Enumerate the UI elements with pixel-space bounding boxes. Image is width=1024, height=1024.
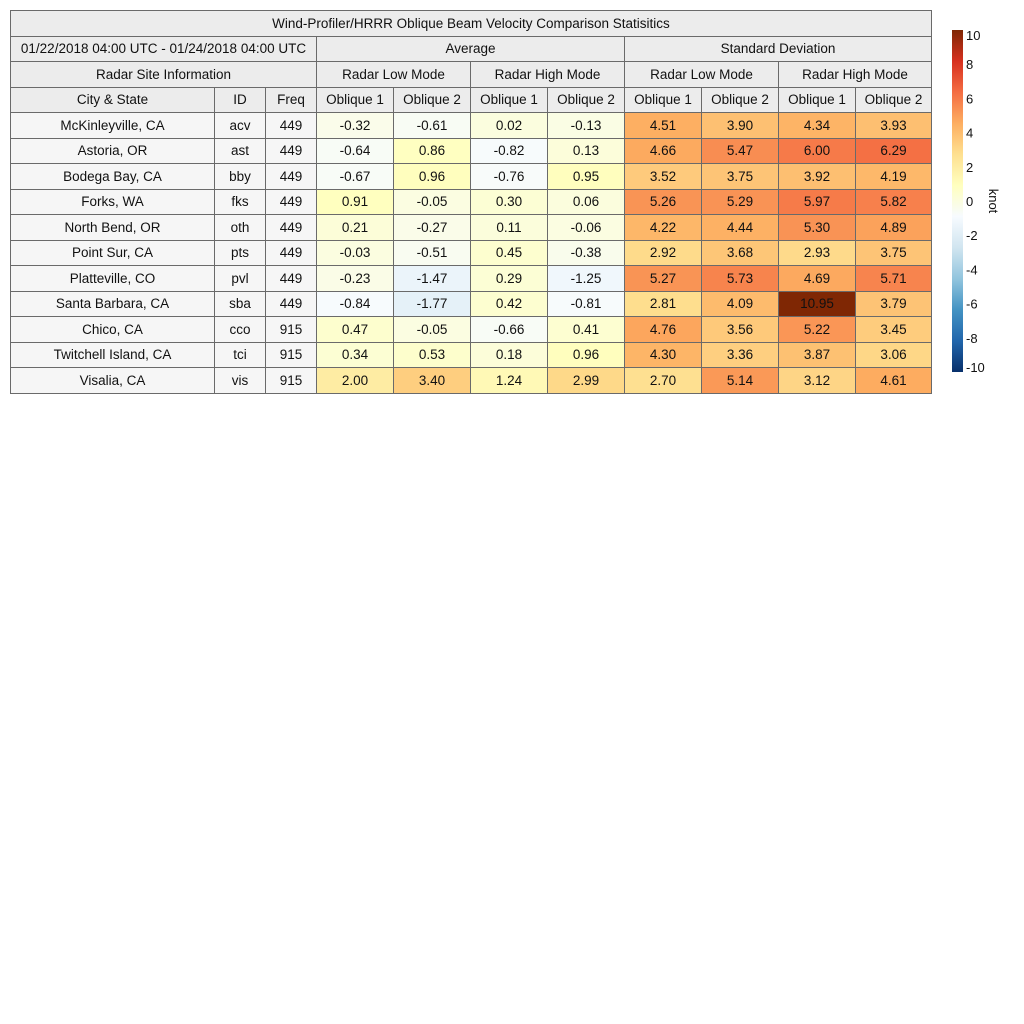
value-cell: 0.41 xyxy=(548,317,625,343)
value-cell: 10.95 xyxy=(779,291,856,317)
city-cell: Santa Barbara, CA xyxy=(11,291,215,317)
table-row xyxy=(11,342,932,368)
table-row xyxy=(11,215,932,241)
colorbar-tick-label: 8 xyxy=(966,57,974,73)
value-cell: 3.12 xyxy=(779,368,856,394)
value-cell: 4.44 xyxy=(702,215,779,241)
value-cell: 5.26 xyxy=(625,189,702,215)
std-high-mode-header: Radar High Mode xyxy=(779,62,932,88)
statistics-table xyxy=(10,10,932,394)
colorbar-tick-label: -6 xyxy=(966,296,978,312)
value-cell: 0.30 xyxy=(471,189,548,215)
group-header-row xyxy=(11,36,932,62)
value-cell: 4.69 xyxy=(779,266,856,292)
value-cell: 0.45 xyxy=(471,240,548,266)
freq-cell: 915 xyxy=(266,342,317,368)
freq-cell: 449 xyxy=(266,113,317,139)
value-cell: 3.56 xyxy=(702,317,779,343)
value-cell: -0.03 xyxy=(317,240,394,266)
value-cell: 3.68 xyxy=(702,240,779,266)
value-cell: -0.06 xyxy=(548,215,625,241)
colorbar-tick-label: 6 xyxy=(966,91,974,107)
value-cell: 0.96 xyxy=(394,164,471,190)
table-row xyxy=(11,164,932,190)
value-cell: 3.87 xyxy=(779,342,856,368)
value-cell: 2.99 xyxy=(548,368,625,394)
value-cell: 5.29 xyxy=(702,189,779,215)
colorbar-tick-label: -2 xyxy=(966,228,978,244)
value-cell: 0.06 xyxy=(548,189,625,215)
id-cell: vis xyxy=(215,368,266,394)
freq-cell: 449 xyxy=(266,164,317,190)
value-cell: 0.11 xyxy=(471,215,548,241)
id-cell: tci xyxy=(215,342,266,368)
table-row xyxy=(11,317,932,343)
value-cell: 5.71 xyxy=(856,266,932,292)
value-cell: 2.93 xyxy=(779,240,856,266)
average-header: Average xyxy=(317,36,625,62)
freq-cell: 915 xyxy=(266,317,317,343)
value-cell: -0.76 xyxy=(471,164,548,190)
value-cell: 5.27 xyxy=(625,266,702,292)
value-cell: 4.89 xyxy=(856,215,932,241)
beam-header: Oblique 2 xyxy=(856,87,932,113)
value-cell: -0.38 xyxy=(548,240,625,266)
value-cell: -0.64 xyxy=(317,138,394,164)
freq-cell: 449 xyxy=(266,291,317,317)
value-cell: 4.51 xyxy=(625,113,702,139)
avg-low-mode-header: Radar Low Mode xyxy=(317,62,471,88)
beam-header: Oblique 1 xyxy=(625,87,702,113)
id-header: ID xyxy=(215,87,266,113)
table-row xyxy=(11,291,932,317)
value-cell: -0.13 xyxy=(548,113,625,139)
value-cell: -1.47 xyxy=(394,266,471,292)
table-row xyxy=(11,368,932,394)
colorbar-tick-label: 2 xyxy=(966,159,974,175)
city-cell: Forks, WA xyxy=(11,189,215,215)
value-cell: 0.34 xyxy=(317,342,394,368)
site-info-header: Radar Site Information xyxy=(11,62,317,88)
id-cell: cco xyxy=(215,317,266,343)
value-cell: 5.14 xyxy=(702,368,779,394)
value-cell: -0.23 xyxy=(317,266,394,292)
beam-header: Oblique 2 xyxy=(702,87,779,113)
value-cell: -0.05 xyxy=(394,317,471,343)
value-cell: 5.73 xyxy=(702,266,779,292)
table-row xyxy=(11,189,932,215)
value-cell: 3.06 xyxy=(856,342,932,368)
beam-header: Oblique 1 xyxy=(471,87,548,113)
value-cell: 0.95 xyxy=(548,164,625,190)
freq-header: Freq xyxy=(266,87,317,113)
table-row xyxy=(11,266,932,292)
value-cell: 6.00 xyxy=(779,138,856,164)
value-cell: 0.13 xyxy=(548,138,625,164)
value-cell: 3.92 xyxy=(779,164,856,190)
value-cell: 0.47 xyxy=(317,317,394,343)
value-cell: 0.42 xyxy=(471,291,548,317)
id-cell: oth xyxy=(215,215,266,241)
value-cell: 4.22 xyxy=(625,215,702,241)
value-cell: -0.05 xyxy=(394,189,471,215)
value-cell: 0.29 xyxy=(471,266,548,292)
freq-cell: 915 xyxy=(266,368,317,394)
city-cell: Twitchell Island, CA xyxy=(11,342,215,368)
colorbar-label: knot xyxy=(986,188,1001,214)
id-cell: pts xyxy=(215,240,266,266)
value-cell: 0.96 xyxy=(548,342,625,368)
value-cell: 0.53 xyxy=(394,342,471,368)
value-cell: -0.61 xyxy=(394,113,471,139)
id-cell: bby xyxy=(215,164,266,190)
city-cell: Astoria, OR xyxy=(11,138,215,164)
value-cell: 5.22 xyxy=(779,317,856,343)
value-cell: 4.30 xyxy=(625,342,702,368)
value-cell: 4.61 xyxy=(856,368,932,394)
colorbar-tick-label: -8 xyxy=(966,330,978,346)
title-row xyxy=(11,11,932,37)
value-cell: 3.75 xyxy=(856,240,932,266)
value-cell: 3.90 xyxy=(702,113,779,139)
value-cell: 5.97 xyxy=(779,189,856,215)
freq-cell: 449 xyxy=(266,240,317,266)
city-cell: North Bend, OR xyxy=(11,215,215,241)
city-cell: Bodega Bay, CA xyxy=(11,164,215,190)
city-cell: Visalia, CA xyxy=(11,368,215,394)
value-cell: -0.84 xyxy=(317,291,394,317)
beam-header: Oblique 1 xyxy=(317,87,394,113)
std-dev-header: Standard Deviation xyxy=(625,36,932,62)
value-cell: -0.66 xyxy=(471,317,548,343)
avg-high-mode-header: Radar High Mode xyxy=(471,62,625,88)
colorbar xyxy=(952,30,1012,380)
value-cell: 0.18 xyxy=(471,342,548,368)
table-row xyxy=(11,138,932,164)
colorbar-tick-label: 4 xyxy=(966,125,974,141)
colorbar-tick-label: 10 xyxy=(966,30,981,43)
value-cell: 3.93 xyxy=(856,113,932,139)
table-row xyxy=(11,240,932,266)
value-cell: 2.00 xyxy=(317,368,394,394)
value-cell: 3.52 xyxy=(625,164,702,190)
value-cell: 6.29 xyxy=(856,138,932,164)
value-cell: 3.75 xyxy=(702,164,779,190)
value-cell: 4.76 xyxy=(625,317,702,343)
value-cell: 4.34 xyxy=(779,113,856,139)
value-cell: -1.77 xyxy=(394,291,471,317)
value-cell: 1.24 xyxy=(471,368,548,394)
colorbar-tick-label: 0 xyxy=(966,194,974,209)
id-cell: ast xyxy=(215,138,266,164)
value-cell: 2.81 xyxy=(625,291,702,317)
value-cell: 4.19 xyxy=(856,164,932,190)
value-cell: 3.40 xyxy=(394,368,471,394)
value-cell: 5.30 xyxy=(779,215,856,241)
value-cell: -0.27 xyxy=(394,215,471,241)
id-cell: sba xyxy=(215,291,266,317)
table-row xyxy=(11,113,932,139)
value-cell: -0.51 xyxy=(394,240,471,266)
freq-cell: 449 xyxy=(266,189,317,215)
city-state-header: City & State xyxy=(11,87,215,113)
value-cell: 5.47 xyxy=(702,138,779,164)
value-cell: 0.91 xyxy=(317,189,394,215)
id-cell: fks xyxy=(215,189,266,215)
city-cell: Platteville, CO xyxy=(11,266,215,292)
table-title: Wind-Profiler/HRRR Oblique Beam Velocity Comparison Statisitics xyxy=(11,11,932,37)
city-cell: McKinleyville, CA xyxy=(11,113,215,139)
value-cell: -0.32 xyxy=(317,113,394,139)
value-cell: 3.79 xyxy=(856,291,932,317)
freq-cell: 449 xyxy=(266,266,317,292)
value-cell: 3.45 xyxy=(856,317,932,343)
beam-header: Oblique 1 xyxy=(779,87,856,113)
id-cell: acv xyxy=(215,113,266,139)
colorbar-gradient xyxy=(952,30,963,372)
value-cell: 2.92 xyxy=(625,240,702,266)
beam-header: Oblique 2 xyxy=(548,87,625,113)
date-range: 01/22/2018 04:00 UTC - 01/24/2018 04:00 UTC xyxy=(11,36,317,62)
freq-cell: 449 xyxy=(266,138,317,164)
value-cell: -1.25 xyxy=(548,266,625,292)
city-cell: Chico, CA xyxy=(11,317,215,343)
id-cell: pvl xyxy=(215,266,266,292)
beam-header: Oblique 2 xyxy=(394,87,471,113)
value-cell: 0.21 xyxy=(317,215,394,241)
value-cell: 3.36 xyxy=(702,342,779,368)
value-cell: 5.82 xyxy=(856,189,932,215)
value-cell: 0.02 xyxy=(471,113,548,139)
std-low-mode-header: Radar Low Mode xyxy=(625,62,779,88)
freq-cell: 449 xyxy=(266,215,317,241)
mode-header-row xyxy=(11,62,932,88)
colorbar-tick-label: -10 xyxy=(966,360,985,375)
value-cell: 0.86 xyxy=(394,138,471,164)
value-cell: 2.70 xyxy=(625,368,702,394)
column-header-row xyxy=(11,87,932,113)
value-cell: 4.09 xyxy=(702,291,779,317)
city-cell: Point Sur, CA xyxy=(11,240,215,266)
value-cell: 4.66 xyxy=(625,138,702,164)
value-cell: -0.82 xyxy=(471,138,548,164)
value-cell: -0.67 xyxy=(317,164,394,190)
colorbar-tick-label: -4 xyxy=(966,262,978,278)
value-cell: -0.81 xyxy=(548,291,625,317)
